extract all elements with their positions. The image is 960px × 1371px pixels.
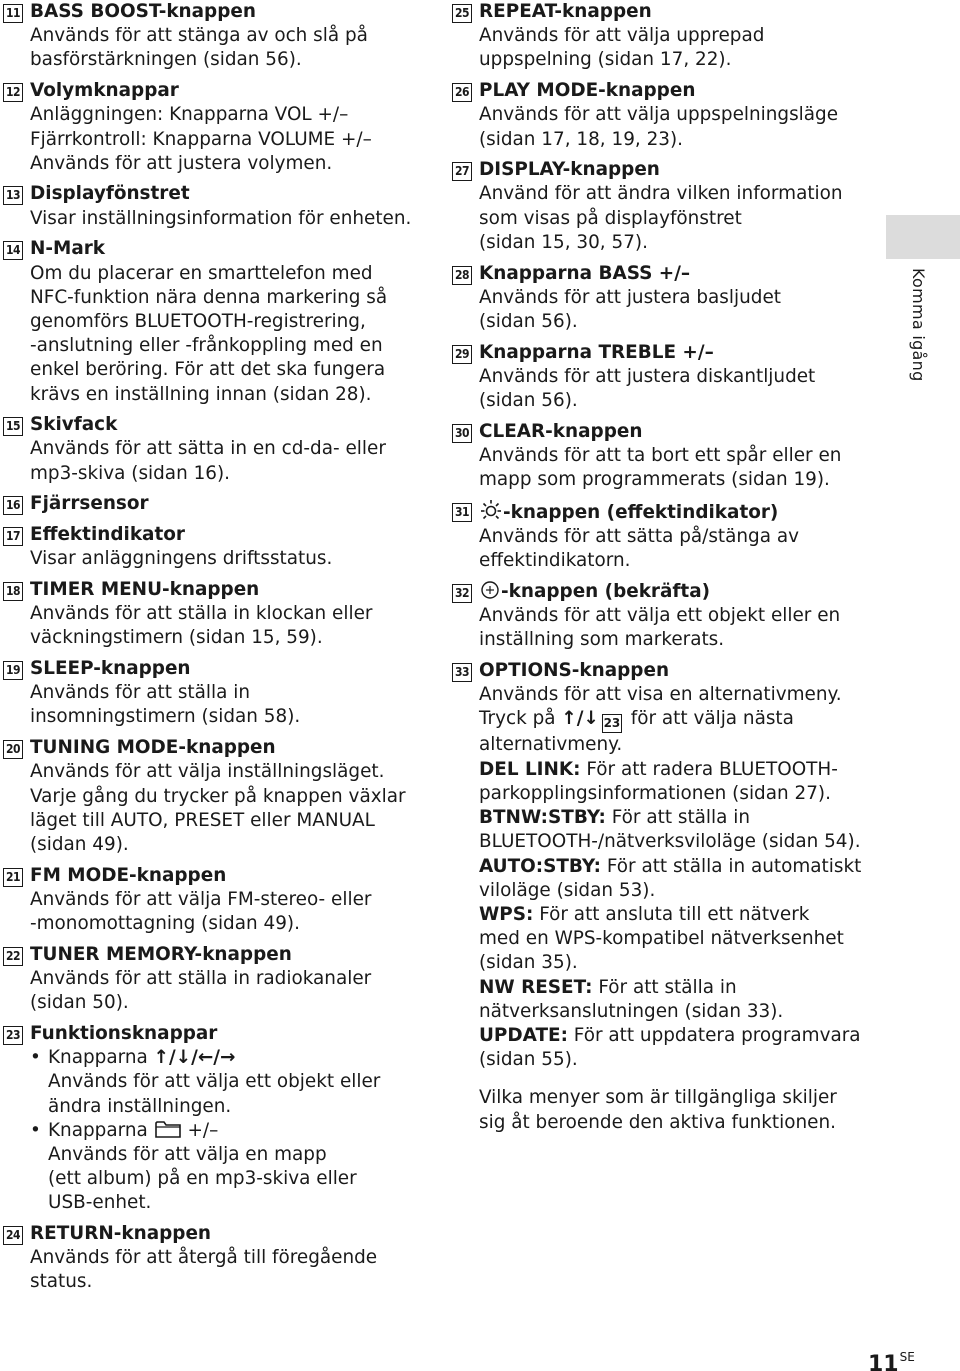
item-title: Effektindikator bbox=[30, 524, 185, 546]
item-number: 15 bbox=[3, 417, 23, 436]
item-description-line: (sidan 56). bbox=[479, 390, 578, 412]
left-column bbox=[3, 0, 423, 1301]
item-title: RETURN-knappen bbox=[30, 1223, 212, 1245]
up-down-arrow-icons: ↑/↓ bbox=[561, 708, 599, 730]
item-number: 11 bbox=[3, 4, 23, 23]
item-title: -knappen (bekräfta) bbox=[501, 580, 711, 602]
item-12 bbox=[3, 79, 423, 176]
item-title: Volymknappar bbox=[30, 80, 179, 102]
item-title: Fjärrsensor bbox=[30, 493, 149, 515]
section-tab bbox=[886, 215, 960, 259]
item-28 bbox=[452, 262, 882, 335]
item-description-line: Om du placerar en smarttelefon med bbox=[30, 262, 373, 284]
item-description-line: (sidan 49). bbox=[30, 834, 129, 855]
item-title: Skivfack bbox=[30, 414, 118, 436]
item-reference: 23 bbox=[602, 714, 622, 733]
options-list bbox=[479, 758, 882, 1073]
item-description-line: basförstärkningen (sidan 56). bbox=[30, 49, 302, 71]
item-number: 20 bbox=[3, 740, 23, 759]
item-description-line: som visas på displayfönstret bbox=[479, 207, 742, 229]
option-key: DEL LINK: bbox=[479, 758, 581, 780]
item-23 bbox=[3, 1022, 423, 1216]
item-description-line: Används för att välja inställningsläget. bbox=[30, 761, 385, 783]
item-30 bbox=[452, 420, 882, 493]
item-number: 29 bbox=[452, 345, 472, 364]
item-number: 18 bbox=[3, 582, 23, 601]
confirm-circle-plus-icon bbox=[479, 580, 501, 600]
item-description-line: (sidan 17, 18, 19, 23). bbox=[479, 128, 684, 150]
option-entry: NW RESET: För att ställa in nätverksanslutningen (sidan 33). bbox=[479, 976, 784, 1022]
item-title: Knapparna TREBLE +/– bbox=[479, 341, 714, 363]
item-title: PLAY MODE-knappen bbox=[479, 80, 696, 102]
item-number: 30 bbox=[452, 424, 472, 443]
item-13 bbox=[3, 182, 423, 230]
item-title: N-Mark bbox=[30, 238, 106, 260]
item-description-line: Varje gång du trycker på knappen växlar bbox=[30, 785, 406, 807]
item-description-line: (sidan 15, 30, 57). bbox=[479, 231, 648, 253]
note: Vilka menyer som är tillgängliga skiljer bbox=[479, 1087, 837, 1109]
item-description-line: -monomottagning (sidan 49). bbox=[30, 913, 300, 935]
item-31: 31 -knappen (effektindikator) Används för att sätta på/stänga av effektindikatorn. bbox=[452, 499, 882, 574]
item-19 bbox=[3, 657, 423, 730]
item-title: Funktionsknappar bbox=[30, 1022, 218, 1044]
item-number: 12 bbox=[3, 83, 23, 102]
item-description-line: Används för att välja upprepad bbox=[479, 25, 765, 47]
item-title: SLEEP-knappen bbox=[30, 658, 191, 680]
item-number: 21 bbox=[3, 868, 23, 887]
item-description-line: läget till AUTO, PRESET eller MANUAL bbox=[30, 809, 375, 831]
item-description-line: Används för att ställa in klockan eller bbox=[30, 603, 373, 625]
item-number: 26 bbox=[452, 83, 472, 102]
item-20 bbox=[3, 736, 423, 857]
right-column bbox=[452, 0, 882, 1141]
item-description-line: mp3-skiva (sidan 16). bbox=[30, 462, 230, 484]
item-number: 31 bbox=[452, 503, 472, 522]
item-number: 28 bbox=[452, 266, 472, 285]
item-description-line: Används för att välja uppspelningsläge bbox=[479, 104, 839, 126]
item-description-line: Använd för att ändra vilken information bbox=[479, 183, 843, 205]
option-entry: UPDATE: För att uppdatera programvara (sidan 55). bbox=[479, 1024, 861, 1071]
option-key: UPDATE: bbox=[479, 1024, 568, 1046]
item-title: BASS BOOST-knappen bbox=[30, 1, 256, 22]
item-18 bbox=[3, 578, 423, 651]
item-description-line: Visar inställningsinformation för enheten. bbox=[30, 207, 412, 229]
item-description-line: Används för att välja FM-stereo- eller bbox=[30, 888, 372, 910]
option-entry: DEL LINK: För att radera BLUETOOTH- parkopplingsinformationen (sidan 27). bbox=[479, 758, 838, 804]
item-number: 19 bbox=[3, 661, 23, 680]
page-number: $11^{SE}$ bbox=[868, 1350, 915, 1371]
item-title: OPTIONS-knappen bbox=[479, 660, 670, 682]
item-description-line: insomningstimern (sidan 58). bbox=[30, 706, 301, 728]
item-number: 25 bbox=[452, 4, 472, 23]
item-17 bbox=[3, 523, 423, 571]
item-description-line: Anläggningen: Knapparna VOL +/– bbox=[30, 104, 349, 126]
bullet-folder-buttons: • Knapparna +/– Används för att välja en mapp (ett album) på en mp3-skiva eller USB-enhet. bbox=[30, 1119, 423, 1216]
item-15 bbox=[3, 413, 423, 486]
item-description-line: genomförs BLUETOOTH-registrering, bbox=[30, 310, 366, 332]
option-key: AUTO:STBY: bbox=[479, 855, 602, 877]
item-title: DISPLAY-knappen bbox=[479, 159, 660, 181]
item-description-line: Används för att ta bort ett spår eller en bbox=[479, 444, 842, 466]
item-32: 32 -knappen (bekräfta) Används för att välja ett objekt eller en inställning som markerats. bbox=[452, 580, 882, 653]
bullet-arrow-buttons: • Knapparna ↑/↓/←/→ Används för att välja ett objekt eller ändra inställningen. bbox=[30, 1046, 423, 1119]
option-entry: WPS: För att ansluta till ett nätverk med en WPS-kompatibel nätverksenhet (sidan 35). bbox=[479, 903, 844, 974]
item-description-line: (sidan 50). bbox=[30, 992, 129, 1014]
item-description-line: Används för att stänga av och slå på bbox=[30, 25, 368, 47]
item-21 bbox=[3, 864, 423, 937]
item-title: TIMER MENU-knappen bbox=[30, 578, 260, 600]
item-number: 23 bbox=[3, 1026, 23, 1045]
item-description-line: mapp som programmerats (sidan 19). bbox=[479, 469, 830, 491]
item-number: 27 bbox=[452, 162, 472, 181]
item-29 bbox=[452, 341, 882, 414]
folder-icon bbox=[154, 1119, 182, 1139]
item-description-line: väckningstimern (sidan 15, 59). bbox=[30, 627, 323, 649]
item-number: 16 bbox=[3, 496, 23, 515]
item-25 bbox=[452, 0, 882, 73]
item-number: 13 bbox=[3, 186, 23, 205]
item-24: 24 RETURN-knappen Används för att återgå till föregående status. bbox=[3, 1222, 423, 1295]
item-33: 33 OPTIONS-knappen Används för att visa en alternativmeny. Tryck på ↑/↓ 23 för att välja nästa alternativmeny. DEL LINK: För att radera BLUETOOTH- parkopplingsinformationen (sidan 27). BTNW:STBY: För att ställa in BLUETOOTH-/nätverksviloläge (sidan 54). AUTO:STBY: För att ställa in automatiskt viloläge (sidan 53). WPS: För att ansluta till ett nätverk med en WPS-kompatibel nätverksenhet (sidan 35). NW RESET: För att ställa in nätverksanslutningen (sidan 33). UPDATE: För att uppdatera programvara (sidan 55). Vilka menyer som är tillgängliga skiljer sig åt beroende den aktiva funktionen. bbox=[452, 659, 882, 1135]
item-14 bbox=[3, 237, 423, 406]
item-title: Knapparna BASS +/– bbox=[479, 262, 691, 284]
item-title: TUNING MODE-knappen bbox=[30, 737, 276, 759]
item-title: CLEAR-knappen bbox=[479, 420, 643, 442]
illumination-icon bbox=[479, 499, 503, 521]
option-entry: BTNW:STBY: För att ställa in BLUETOOTH-/nätverksviloläge (sidan 54). bbox=[479, 807, 861, 853]
option-entry: AUTO:STBY: För att ställa in automatiskt viloläge (sidan 53). bbox=[479, 855, 862, 901]
item-11 bbox=[3, 0, 423, 73]
option-key: BTNW:STBY: bbox=[479, 807, 606, 829]
section-label: Komma igång bbox=[909, 268, 928, 382]
item-number: 17 bbox=[3, 527, 23, 546]
item-number: 24 bbox=[3, 1226, 23, 1245]
item-description-line: Används för att justera diskantljudet bbox=[479, 365, 816, 387]
item-title: TUNER MEMORY-knappen bbox=[30, 943, 292, 965]
item-number: 14 bbox=[3, 241, 23, 260]
item-description-line: (sidan 56). bbox=[479, 310, 578, 332]
item-title: FM MODE-knappen bbox=[30, 864, 227, 886]
item-description-line: Används för att justera basljudet bbox=[479, 286, 781, 308]
item-title: REPEAT-knappen bbox=[479, 1, 652, 22]
item-description-line: Används för att ställa in bbox=[30, 682, 250, 704]
item-title: Displayfönstret bbox=[30, 183, 190, 205]
item-number: 22 bbox=[3, 947, 23, 966]
item-number: 32 bbox=[452, 584, 472, 603]
item-description-line: Används för att justera volymen. bbox=[30, 152, 333, 174]
item-description-line: -anslutning eller -frånkoppling med en bbox=[30, 335, 383, 357]
item-description-line: Används för att sätta in en cd-da- eller bbox=[30, 438, 386, 460]
item-16 bbox=[3, 492, 423, 516]
item-description-line: Används för att ställa in radiokanaler bbox=[30, 968, 372, 990]
item-title: -knappen (effektindikator) bbox=[503, 501, 779, 523]
arrow-icons: ↑/↓/←/→ bbox=[153, 1047, 236, 1069]
item-26 bbox=[452, 79, 882, 152]
item-description-line: uppspelning (sidan 17, 22). bbox=[479, 49, 732, 71]
item-description-line: Fjärrkontroll: Knapparna VOLUME +/– bbox=[30, 128, 372, 150]
item-27 bbox=[452, 158, 882, 255]
item-22 bbox=[3, 943, 423, 1016]
item-description-line: enkel beröring. För att det ska fungera bbox=[30, 359, 386, 381]
item-description-line: Visar anläggningens driftsstatus. bbox=[30, 548, 333, 570]
item-description-line: NFC-funktion nära denna markering så bbox=[30, 286, 388, 308]
option-key: NW RESET: bbox=[479, 976, 593, 998]
item-number: 33 bbox=[452, 663, 472, 682]
item-description-line: krävs en inställning innan (sidan 28). bbox=[30, 383, 372, 405]
option-key: WPS: bbox=[479, 903, 534, 925]
